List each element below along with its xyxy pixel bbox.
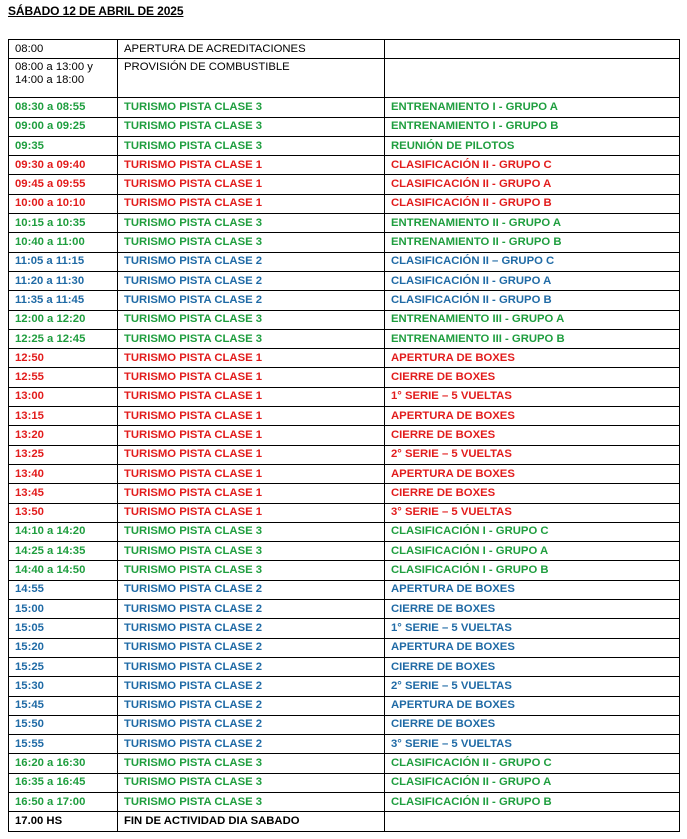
- table-row: [9, 329, 680, 348]
- table-row: [9, 464, 680, 483]
- table-row: [9, 214, 680, 233]
- time-cell: 14:25 a 14:35: [9, 542, 118, 561]
- activity-cell: CLASIFICACIÓN II - GRUPO A: [385, 773, 680, 792]
- category-cell: PROVISIÓN DE COMBUSTIBLE: [118, 59, 385, 98]
- activity-cell: 1° SERIE – 5 VUELTAS: [385, 387, 680, 406]
- activity-cell: APERTURA DE BOXES: [385, 464, 680, 483]
- category-cell: TURISMO PISTA CLASE 1: [118, 426, 385, 445]
- activity-cell: REUNIÓN DE PILOTOS: [385, 136, 680, 155]
- time-cell: 16:50 a 17:00: [9, 792, 118, 811]
- category-cell: TURISMO PISTA CLASE 2: [118, 696, 385, 715]
- time-cell: 13:20: [9, 426, 118, 445]
- table-row: [9, 715, 680, 734]
- time-cell: 13:25: [9, 445, 118, 464]
- activity-cell: CIERRE DE BOXES: [385, 426, 680, 445]
- table-row: [9, 580, 680, 599]
- table-row: [9, 194, 680, 213]
- time-cell: 09:45 a 09:55: [9, 175, 118, 194]
- category-cell: TURISMO PISTA CLASE 2: [118, 580, 385, 599]
- time-cell: 14:40 a 14:50: [9, 561, 118, 580]
- table-row: [9, 349, 680, 368]
- activity-cell: CLASIFICACIÓN II - GRUPO A: [385, 271, 680, 290]
- table-row: [9, 600, 680, 619]
- table-row: [9, 792, 680, 811]
- activity-cell: ENTRENAMIENTO I - GRUPO A: [385, 98, 680, 117]
- time-cell: 11:05 a 11:15: [9, 252, 118, 271]
- time-cell: 16:35 a 16:45: [9, 773, 118, 792]
- activity-cell: APERTURA DE BOXES: [385, 349, 680, 368]
- category-cell: TURISMO PISTA CLASE 3: [118, 98, 385, 117]
- activity-cell: 2° SERIE – 5 VUELTAS: [385, 677, 680, 696]
- category-cell: TURISMO PISTA CLASE 3: [118, 136, 385, 155]
- table-row: [9, 40, 680, 59]
- activity-cell: APERTURA DE BOXES: [385, 407, 680, 426]
- table-row: [9, 696, 680, 715]
- activity-cell: 2° SERIE – 5 VUELTAS: [385, 445, 680, 464]
- category-cell: TURISMO PISTA CLASE 2: [118, 252, 385, 271]
- table-row: [9, 387, 680, 406]
- category-cell: TURISMO PISTA CLASE 2: [118, 638, 385, 657]
- category-cell: TURISMO PISTA CLASE 1: [118, 175, 385, 194]
- activity-cell: CLASIFICACIÓN I - GRUPO B: [385, 561, 680, 580]
- activity-cell: CLASIFICACIÓN II - GRUPO B: [385, 792, 680, 811]
- table-row: [9, 542, 680, 561]
- category-cell: TURISMO PISTA CLASE 2: [118, 291, 385, 310]
- table-row: [9, 426, 680, 445]
- time-cell: 14:10 a 14:20: [9, 522, 118, 541]
- category-cell: TURISMO PISTA CLASE 1: [118, 464, 385, 483]
- activity-cell: CIERRE DE BOXES: [385, 715, 680, 734]
- activity-cell: [385, 59, 680, 98]
- table-row: [9, 812, 680, 831]
- time-cell: 09:00 a 09:25: [9, 117, 118, 136]
- table-row: [9, 117, 680, 136]
- activity-cell: CIERRE DE BOXES: [385, 657, 680, 676]
- category-cell: TURISMO PISTA CLASE 1: [118, 387, 385, 406]
- time-cell: 17.00 HS: [9, 812, 118, 831]
- activity-cell: APERTURA DE BOXES: [385, 580, 680, 599]
- time-cell: 15:25: [9, 657, 118, 676]
- category-cell: TURISMO PISTA CLASE 3: [118, 522, 385, 541]
- category-cell: APERTURA DE ACREDITACIONES: [118, 40, 385, 59]
- activity-cell: [385, 812, 680, 831]
- time-cell: 12:25 a 12:45: [9, 329, 118, 348]
- category-cell: TURISMO PISTA CLASE 2: [118, 657, 385, 676]
- table-row: [9, 561, 680, 580]
- category-cell: TURISMO PISTA CLASE 2: [118, 677, 385, 696]
- category-cell: TURISMO PISTA CLASE 2: [118, 735, 385, 754]
- activity-cell: CIERRE DE BOXES: [385, 368, 680, 387]
- table-row: [9, 233, 680, 252]
- time-cell: 15:50: [9, 715, 118, 734]
- time-cell: 13:15: [9, 407, 118, 426]
- table-row: [9, 98, 680, 117]
- activity-cell: CLASIFICACIÓN II - GRUPO C: [385, 156, 680, 175]
- table-row: [9, 657, 680, 676]
- table-row: [9, 773, 680, 792]
- time-cell: 12:00 a 12:20: [9, 310, 118, 329]
- table-row: [9, 503, 680, 522]
- table-row: [9, 638, 680, 657]
- time-cell: 10:00 a 10:10: [9, 194, 118, 213]
- time-cell: 15:20: [9, 638, 118, 657]
- table-row: [9, 252, 680, 271]
- activity-cell: CLASIFICACIÓN II - GRUPO C: [385, 754, 680, 773]
- page-title: SÁBADO 12 DE ABRIL DE 2025: [8, 4, 184, 18]
- activity-cell: APERTURA DE BOXES: [385, 696, 680, 715]
- activity-cell: CLASIFICACIÓN II - GRUPO B: [385, 194, 680, 213]
- time-cell: 09:35: [9, 136, 118, 155]
- category-cell: TURISMO PISTA CLASE 1: [118, 368, 385, 387]
- activity-cell: CLASIFICACIÓN II - GRUPO A: [385, 175, 680, 194]
- activity-cell: 1° SERIE – 5 VUELTAS: [385, 619, 680, 638]
- time-cell: 11:20 a 11:30: [9, 271, 118, 290]
- category-cell: TURISMO PISTA CLASE 1: [118, 484, 385, 503]
- activity-cell: CLASIFICACIÓN I - GRUPO C: [385, 522, 680, 541]
- table-row: [9, 271, 680, 290]
- time-cell: 15:55: [9, 735, 118, 754]
- activity-cell: CIERRE DE BOXES: [385, 484, 680, 503]
- category-cell: TURISMO PISTA CLASE 3: [118, 117, 385, 136]
- activity-cell: ENTRENAMIENTO III - GRUPO A: [385, 310, 680, 329]
- category-cell: TURISMO PISTA CLASE 3: [118, 310, 385, 329]
- table-row: [9, 484, 680, 503]
- table-row: [9, 677, 680, 696]
- category-cell: TURISMO PISTA CLASE 2: [118, 619, 385, 638]
- activity-cell: CLASIFICACIÓN II - GRUPO B: [385, 291, 680, 310]
- table-row: [9, 619, 680, 638]
- activity-cell: CLASIFICACIÓN I - GRUPO A: [385, 542, 680, 561]
- category-cell: TURISMO PISTA CLASE 1: [118, 349, 385, 368]
- activity-cell: ENTRENAMIENTO II - GRUPO B: [385, 233, 680, 252]
- category-cell: TURISMO PISTA CLASE 3: [118, 773, 385, 792]
- time-cell: 15:00: [9, 600, 118, 619]
- category-cell: TURISMO PISTA CLASE 3: [118, 329, 385, 348]
- time-cell: 13:50: [9, 503, 118, 522]
- activity-cell: [385, 40, 680, 59]
- category-cell: TURISMO PISTA CLASE 3: [118, 233, 385, 252]
- table-row: [9, 522, 680, 541]
- time-cell: 11:35 a 11:45: [9, 291, 118, 310]
- time-cell: 12:55: [9, 368, 118, 387]
- category-cell: TURISMO PISTA CLASE 3: [118, 542, 385, 561]
- activity-cell: ENTRENAMIENTO II - GRUPO A: [385, 214, 680, 233]
- time-cell: 13:40: [9, 464, 118, 483]
- category-cell: TURISMO PISTA CLASE 3: [118, 792, 385, 811]
- time-cell: 15:45: [9, 696, 118, 715]
- category-cell: TURISMO PISTA CLASE 1: [118, 407, 385, 426]
- category-cell: TURISMO PISTA CLASE 2: [118, 600, 385, 619]
- time-cell: 16:20 a 16:30: [9, 754, 118, 773]
- schedule-body: [9, 40, 680, 832]
- time-cell: 08:30 a 08:55: [9, 98, 118, 117]
- category-cell: TURISMO PISTA CLASE 1: [118, 503, 385, 522]
- time-cell: 15:05: [9, 619, 118, 638]
- activity-cell: 3° SERIE – 5 VUELTAS: [385, 735, 680, 754]
- time-cell: 10:15 a 10:35: [9, 214, 118, 233]
- time-cell: 14:55: [9, 580, 118, 599]
- activity-cell: APERTURA DE BOXES: [385, 638, 680, 657]
- category-cell: TURISMO PISTA CLASE 3: [118, 561, 385, 580]
- table-row: [9, 156, 680, 175]
- table-row: [9, 407, 680, 426]
- time-cell: 13:45: [9, 484, 118, 503]
- time-cell: 10:40 a 11:00: [9, 233, 118, 252]
- time-cell: 13:00: [9, 387, 118, 406]
- category-cell: TURISMO PISTA CLASE 1: [118, 156, 385, 175]
- time-cell: 15:30: [9, 677, 118, 696]
- table-row: [9, 368, 680, 387]
- time-cell: 09:30 a 09:40: [9, 156, 118, 175]
- activity-cell: ENTRENAMIENTO III - GRUPO B: [385, 329, 680, 348]
- activity-cell: CLASIFICACIÓN II – GRUPO C: [385, 252, 680, 271]
- activity-cell: 3° SERIE – 5 VUELTAS: [385, 503, 680, 522]
- table-row: [9, 445, 680, 464]
- time-cell: 08:00: [9, 40, 118, 59]
- table-row: [9, 291, 680, 310]
- table-row: [9, 754, 680, 773]
- time-cell: 08:00 a 13:00 y 14:00 a 18:00: [9, 59, 118, 98]
- category-cell: TURISMO PISTA CLASE 1: [118, 194, 385, 213]
- category-cell: FIN DE ACTIVIDAD DIA SABADO: [118, 812, 385, 831]
- activity-cell: CIERRE DE BOXES: [385, 600, 680, 619]
- table-row: [9, 175, 680, 194]
- table-row: [9, 735, 680, 754]
- category-cell: TURISMO PISTA CLASE 2: [118, 271, 385, 290]
- category-cell: TURISMO PISTA CLASE 3: [118, 754, 385, 773]
- schedule-table: [8, 39, 680, 832]
- category-cell: TURISMO PISTA CLASE 2: [118, 715, 385, 734]
- time-cell: 12:50: [9, 349, 118, 368]
- table-row: [9, 59, 680, 98]
- category-cell: TURISMO PISTA CLASE 1: [118, 445, 385, 464]
- table-row: [9, 310, 680, 329]
- activity-cell: ENTRENAMIENTO I - GRUPO B: [385, 117, 680, 136]
- table-row: [9, 136, 680, 155]
- category-cell: TURISMO PISTA CLASE 3: [118, 214, 385, 233]
